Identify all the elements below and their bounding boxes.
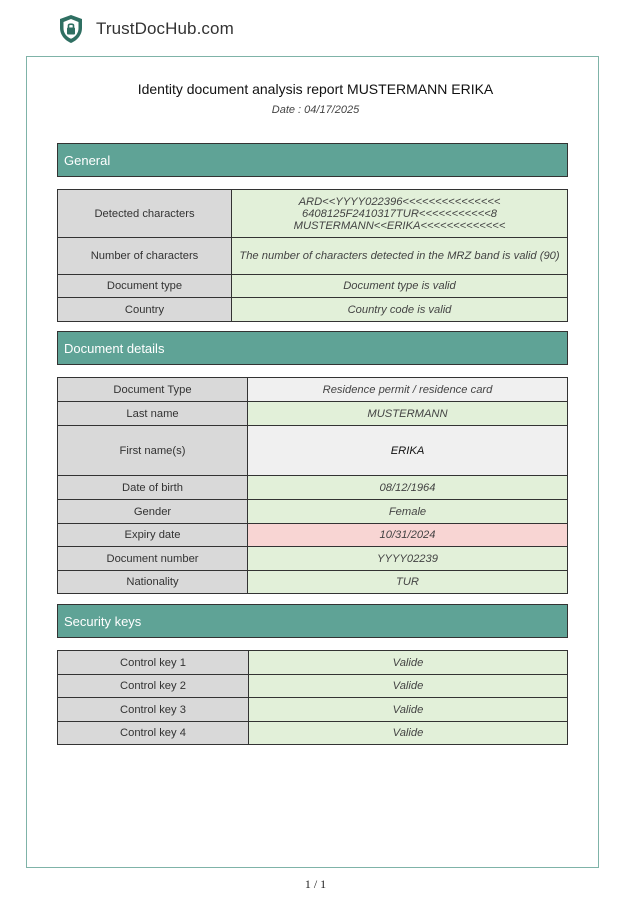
row-value: Valide [249,722,568,745]
table-row [58,524,568,547]
row-label: Control key 2 [58,675,249,698]
row-value: Valide [249,675,568,698]
row-label: Control key 3 [58,698,249,722]
table-row [58,190,568,238]
table-row [58,675,568,698]
table-row [58,426,568,476]
table-row [58,275,568,298]
page-number: 1 / 1 [304,877,327,891]
row-value: Valide [249,698,568,722]
row-value: Country code is valid [232,298,568,322]
row-label: Date of birth [58,476,248,500]
row-value: Female [248,500,568,524]
row-value: ERIKA [248,426,568,476]
row-label: Document Type [58,378,248,402]
row-value: 08/12/1964 [248,476,568,500]
shield-lock-icon [58,14,84,44]
row-label: Control key 4 [58,722,249,745]
table-row [58,476,568,500]
report-date: Date : 04/17/2025 [271,104,360,116]
section-header-document-details: Document details [57,331,568,365]
table-row [58,500,568,524]
table-row [58,571,568,594]
section-header-general: General [57,143,568,177]
row-value: TUR [248,571,568,594]
document-details-table [57,377,568,594]
table-row [58,298,568,322]
row-label: Last name [58,402,248,426]
table-row [58,651,568,675]
table-row [58,722,568,745]
table-row [58,402,568,426]
brand-name: TrustDocHub.com [96,19,234,38]
row-value: Document type is valid [232,275,568,298]
row-label: Control key 1 [58,651,249,675]
report-title: Identity document analysis report MUSTERMANN ERIKA [137,81,494,97]
row-label: First name(s) [58,426,248,476]
row-label: Document number [58,547,248,571]
table-row [58,547,568,571]
row-label: Document type [58,275,232,298]
security-keys-table [57,650,568,745]
brand-header [58,14,234,44]
table-row [58,698,568,722]
row-value: Valide [249,651,568,675]
row-label: Gender [58,500,248,524]
general-table [57,189,568,322]
table-row [58,238,568,275]
row-value: 10/31/2024 [248,524,568,547]
mrz-line-1: ARD<<YYYY022396<<<<<<<<<<<<<<< [298,195,501,208]
row-value: The number of characters detected in the MRZ band is valid (90) [232,238,568,275]
row-value: MUSTERMANN [248,402,568,426]
row-label: Detected characters [58,190,232,238]
mrz-line-3: MUSTERMANN<<ERIKA<<<<<<<<<<<<< [293,219,506,232]
row-label: Country [58,298,232,322]
section-header-security-keys: Security keys [57,604,568,638]
row-label: Expiry date [58,524,248,547]
row-value: YYYY02239 [248,547,568,571]
mrz-line-2: 6408125F2410317TUR<<<<<<<<<<<8 [301,207,498,220]
row-label: Number of characters [58,238,232,275]
row-value: Residence permit / residence card [248,378,568,402]
mrz-lines [232,190,568,238]
table-row [58,378,568,402]
row-label: Nationality [58,571,248,594]
